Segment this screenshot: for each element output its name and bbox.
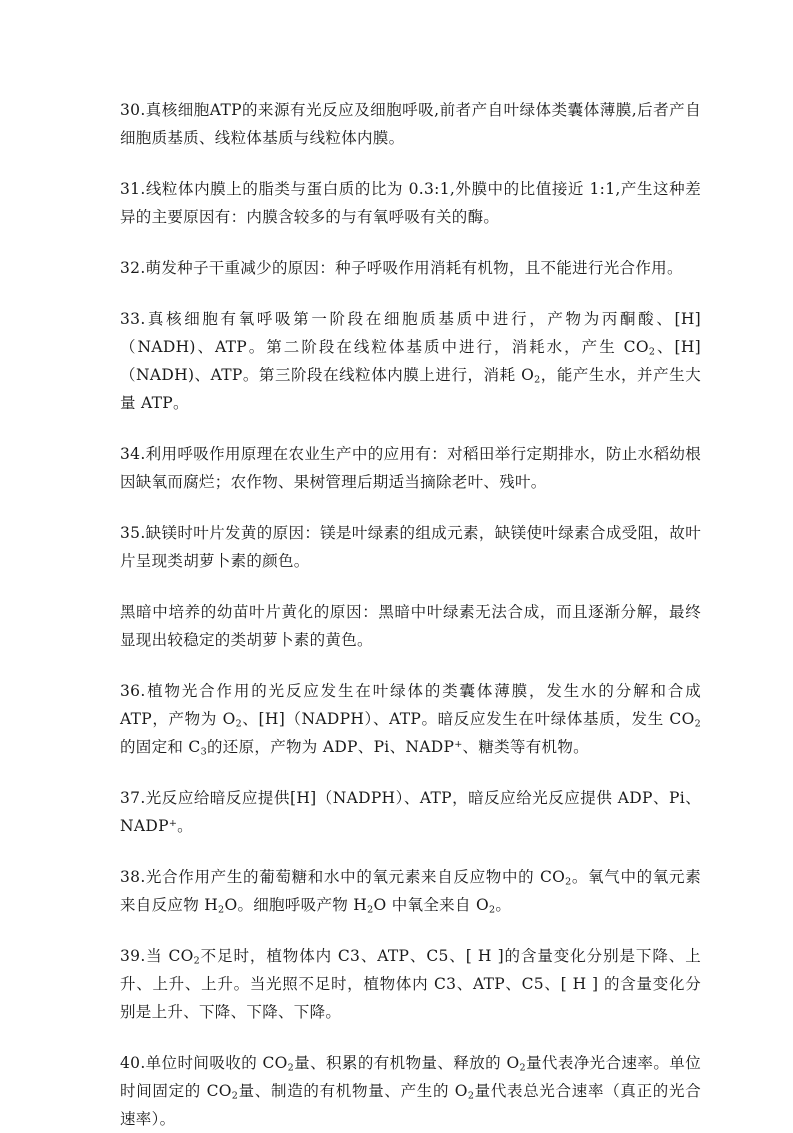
text-run: 的固定和 C [120, 738, 201, 756]
text-run: 34.利用呼吸作用原理在农业生产中的应用有：对稻田举行定期排水，防止水稻幼根因缺氧而腐烂；农作物、果树管理后期适当摘除老叶、残叶。 [120, 445, 701, 491]
text-run: 、[H]（NADPH）、ATP。暗反应发生在叶绿体基质，发生 CO [242, 710, 695, 728]
subscript: 2 [534, 374, 541, 386]
paragraph-p39 [120, 942, 701, 1026]
paragraph-p32 [120, 254, 701, 282]
text-run: 量代表总光合速率（真正的光合速率）。 [120, 1082, 701, 1128]
text-run: 31.线粒体内膜上的脂类与蛋白质的比为 0.3:1,外膜中的比值接近 1:1,产生这种差异的主要原因有：内膜含较多的与有氧呼吸有关的酶。 [120, 180, 701, 226]
text-run: 、[H]（NADH)、ATP。第三阶段在线粒体内膜上进行，消耗 O [120, 338, 702, 384]
text-run: O 中氧全来自 O [373, 896, 489, 914]
subscript: 2 [231, 1090, 239, 1102]
subscript: 2 [694, 718, 702, 730]
text-run: 32.萌发种子干重减少的原因：种子呼吸作用消耗有机物，且不能进行光合作用。 [120, 259, 683, 277]
text-run: 。 [495, 896, 512, 914]
text-run: 量、积累的有机物量、释放的 O [294, 1054, 520, 1072]
text-run: 的还原，产物为 ADP、Pi、NADP [207, 738, 455, 756]
text-run: 38.光合作用产生的葡萄糖和水中的氧元素来自反应物中的 CO [120, 868, 566, 886]
paragraph-p40 [120, 1049, 701, 1133]
text-run: 。氧气中的氧元素来自反应物 H [120, 868, 701, 914]
superscript: + [168, 818, 178, 830]
superscript: + [454, 739, 463, 751]
text-run: 39.当 CO [120, 947, 194, 965]
subscript: 2 [367, 904, 374, 916]
subscript: 2 [235, 718, 243, 730]
text-run: 量代表净光合速率。单位时间固定的 CO [120, 1054, 701, 1100]
text-run: 量、制造的有机物量、产生的 O [238, 1082, 468, 1100]
subscript: 2 [193, 955, 201, 967]
paragraph-p37 [120, 784, 701, 840]
text-run: 36.植物光合作用的光反应发生在叶绿体的类囊体薄膜，发生水的分解和合成 ATP，产物为 O [120, 682, 701, 728]
subscript: 2 [287, 1062, 295, 1074]
subscript: 2 [565, 876, 572, 888]
paragraph-p33 [120, 305, 701, 417]
paragraph-p38 [120, 863, 701, 919]
text-run: 35.缺镁时叶片发黄的原因：镁是叶绿素的组成元素，缺镁使叶绿素合成受阻，故叶片呈现类胡萝卜素的颜色。 [120, 524, 701, 570]
subscript: 2 [648, 346, 656, 358]
text-run: 37.光反应给暗反应提供[H]（NADPH）、ATP，暗反应给光反应提供 ADP、Pi、NADP [120, 789, 701, 835]
paragraph-p35b [120, 598, 701, 654]
text-run: 不足时，植物体内 C3、ATP、C5、[ H ]的含量变化分别是下降、上升、上升、上升。当光照不足时，植物体内 C3、ATP、C5、[ H ] 的含量变化分别是上升、下降、下降、下降。 [120, 947, 702, 1021]
text-run: 33.真核细胞有氧呼吸第一阶段在细胞质基质中进行，产物为丙酮酸、[H]（NADH)、ATP。第二阶段在线粒体基质中进行，消耗水，产生 CO [120, 310, 701, 356]
text-run: 40.单位时间吸收的 CO [120, 1054, 288, 1072]
text-run: 30.真核细胞ATP的来源有光反应及细胞呼吸,前者产自叶绿体类囊体薄膜,后者产自细胞质基质、线粒体基质与线粒体内膜。 [120, 101, 701, 147]
paragraph-p35 [120, 519, 701, 575]
subscript: 2 [218, 904, 225, 916]
text-run: 、糖类等有机物。 [462, 738, 589, 756]
subscript: 2 [489, 904, 496, 916]
paragraph-p30 [120, 96, 701, 152]
paragraph-p36 [120, 677, 701, 761]
subscript: 3 [200, 746, 207, 758]
subscript: 2 [467, 1090, 475, 1102]
text-run: 。 [177, 817, 193, 835]
text-run: O。细胞呼吸产物 H [224, 896, 368, 914]
paragraph-p34 [120, 440, 701, 496]
text-run: 黑暗中培养的幼苗叶片黄化的原因：黑暗中叶绿素无法合成，而且逐渐分解，最终显现出较稳定的类胡萝卜素的黄色。 [120, 603, 701, 649]
text-run: ，能产生水，并产生大量 ATP。 [120, 366, 701, 412]
subscript: 2 [519, 1062, 526, 1074]
paragraph-p31 [120, 175, 701, 231]
